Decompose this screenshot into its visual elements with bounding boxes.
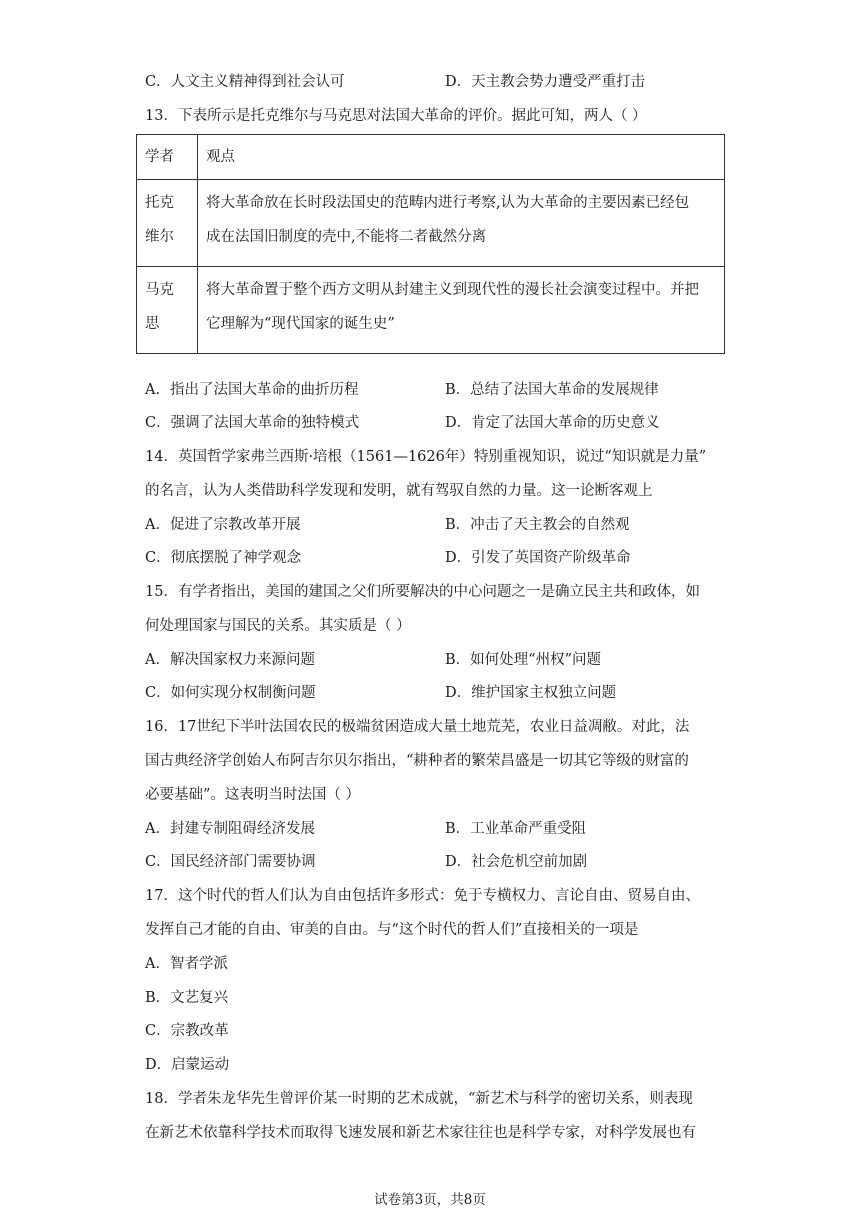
scholar-name-line: 托克 (145, 195, 174, 211)
q16-stem-line: 国古典经济学创始人布阿吉尔贝尔指出，“耕种者的繁荣昌盛是一切其它等级的财富的 (145, 753, 689, 769)
table-cell-view (198, 267, 725, 354)
scholar-name-line: 维尔 (145, 229, 174, 245)
table-header-row (137, 135, 725, 180)
q14-option-c: C．彻底摆脱了神学观念 (145, 550, 302, 566)
table-header-view: 观点 (198, 135, 725, 180)
q17-option-d: D．启蒙运动 (145, 1057, 230, 1073)
q13-table (136, 134, 725, 354)
q15-option-a: A．解决国家权力来源问题 (145, 652, 315, 668)
q17-stem-line: 17．这个时代的哲人们认为自由包括许多形式：免于专横权力、言论自由、贸易自由、 (145, 888, 700, 904)
q15-stem-line: 15．有学者指出，美国的建国之父们所要解决的中心问题之一是确立民主共和政体，如 (145, 584, 700, 600)
q17-option-a: A．智者学派 (145, 956, 228, 972)
q15-stem-line: 何处理国家与国民的关系。其实质是（ ） (145, 618, 411, 634)
q13-option-b: B．总结了法国大革命的发展规律 (445, 382, 659, 398)
q18-stem-line: 在新艺术依靠科学技术而取得飞速发展和新艺术家往往也是科学专家，对科学发展也有 (145, 1125, 696, 1141)
view-line: 将大革命放在长时段法国史的范畴内进行考察,认为大革命的主要因素已经包 (206, 195, 690, 211)
table-row (137, 180, 725, 267)
q16-option-d: D．社会危机空前加剧 (445, 854, 588, 870)
q14-stem-line: 的名言，认为人类借助科学发现和发明，就有驾驭自然的力量。这一论断客观上 (145, 483, 653, 499)
q13-option-a: A．指出了法国大革命的曲折历程 (145, 382, 359, 398)
q14-stem-line: 14．英国哲学家弗兰西斯·培根（1561—1626年）特别重视知识，说过“知识就是力量” (145, 449, 707, 465)
q13-stem: 13．下表所示是托克维尔与马克思对法国大革命的评价。据此可知，两人（ ） (145, 108, 647, 124)
view-line: 它理解为“现代国家的诞生史” (206, 316, 395, 332)
q17-stem-line: 发挥自己才能的自由、审美的自由。与“这个时代的哲人们”直接相关的一项是 (145, 922, 639, 938)
q13-option-d: D．肯定了法国大革命的历史意义 (445, 415, 660, 431)
q14-option-b: B．冲击了天主教会的自然观 (445, 517, 630, 533)
q14-option-a: A．促进了宗教改革开展 (145, 517, 301, 533)
q16-option-a: A．封建专制阻碍经济发展 (145, 821, 315, 837)
view-line: 将大革命置于整个西方文明从封建主义到现代性的漫长社会演变过程中。并把 (206, 282, 699, 298)
q14-option-d: D．引发了英国资产阶级革命 (445, 550, 631, 566)
q15-option-d: D．维护国家主权独立问题 (445, 685, 617, 701)
q16-option-b: B．工业革命严重受阻 (445, 821, 587, 837)
page-footer: 试卷第3页，共8页 (374, 1192, 486, 1208)
scholar-name-line: 马克 (145, 282, 174, 298)
q18-stem-line: 18．学者朱龙华先生曾评价某一时期的艺术成就，“新艺术与科学的密切关系，则表现 (145, 1091, 693, 1107)
table-row (137, 267, 725, 354)
q12-option-d: D．天主教会势力遭受严重打击 (445, 74, 646, 90)
q17-option-c: C．宗教改革 (145, 1023, 229, 1039)
q16-stem-line: 必要基础”。这表明当时法国（ ） (145, 787, 361, 803)
table-cell-scholar (137, 180, 198, 267)
scholar-name-line: 思 (145, 316, 160, 332)
q16-stem-line: 16．17世纪下半叶法国农民的极端贫困造成大量土地荒芜，农业日益凋敝。对此，法 (145, 719, 690, 735)
table-cell-view (198, 180, 725, 267)
table-cell-scholar (137, 267, 198, 354)
view-line: 成在法国旧制度的壳中,不能将二者截然分离 (206, 229, 487, 245)
q17-option-b: B．文艺复兴 (145, 990, 229, 1006)
q15-option-b: B．如何处理“州权”问题 (445, 652, 601, 668)
q12-option-c: C．人文主义精神得到社会认可 (145, 74, 345, 90)
q13-option-c: C．强调了法国大革命的独特模式 (145, 415, 360, 431)
table-header-scholar: 学者 (137, 135, 198, 180)
q16-option-c: C．国民经济部门需要协调 (145, 854, 316, 870)
q15-option-c: C．如何实现分权制衡问题 (145, 685, 316, 701)
